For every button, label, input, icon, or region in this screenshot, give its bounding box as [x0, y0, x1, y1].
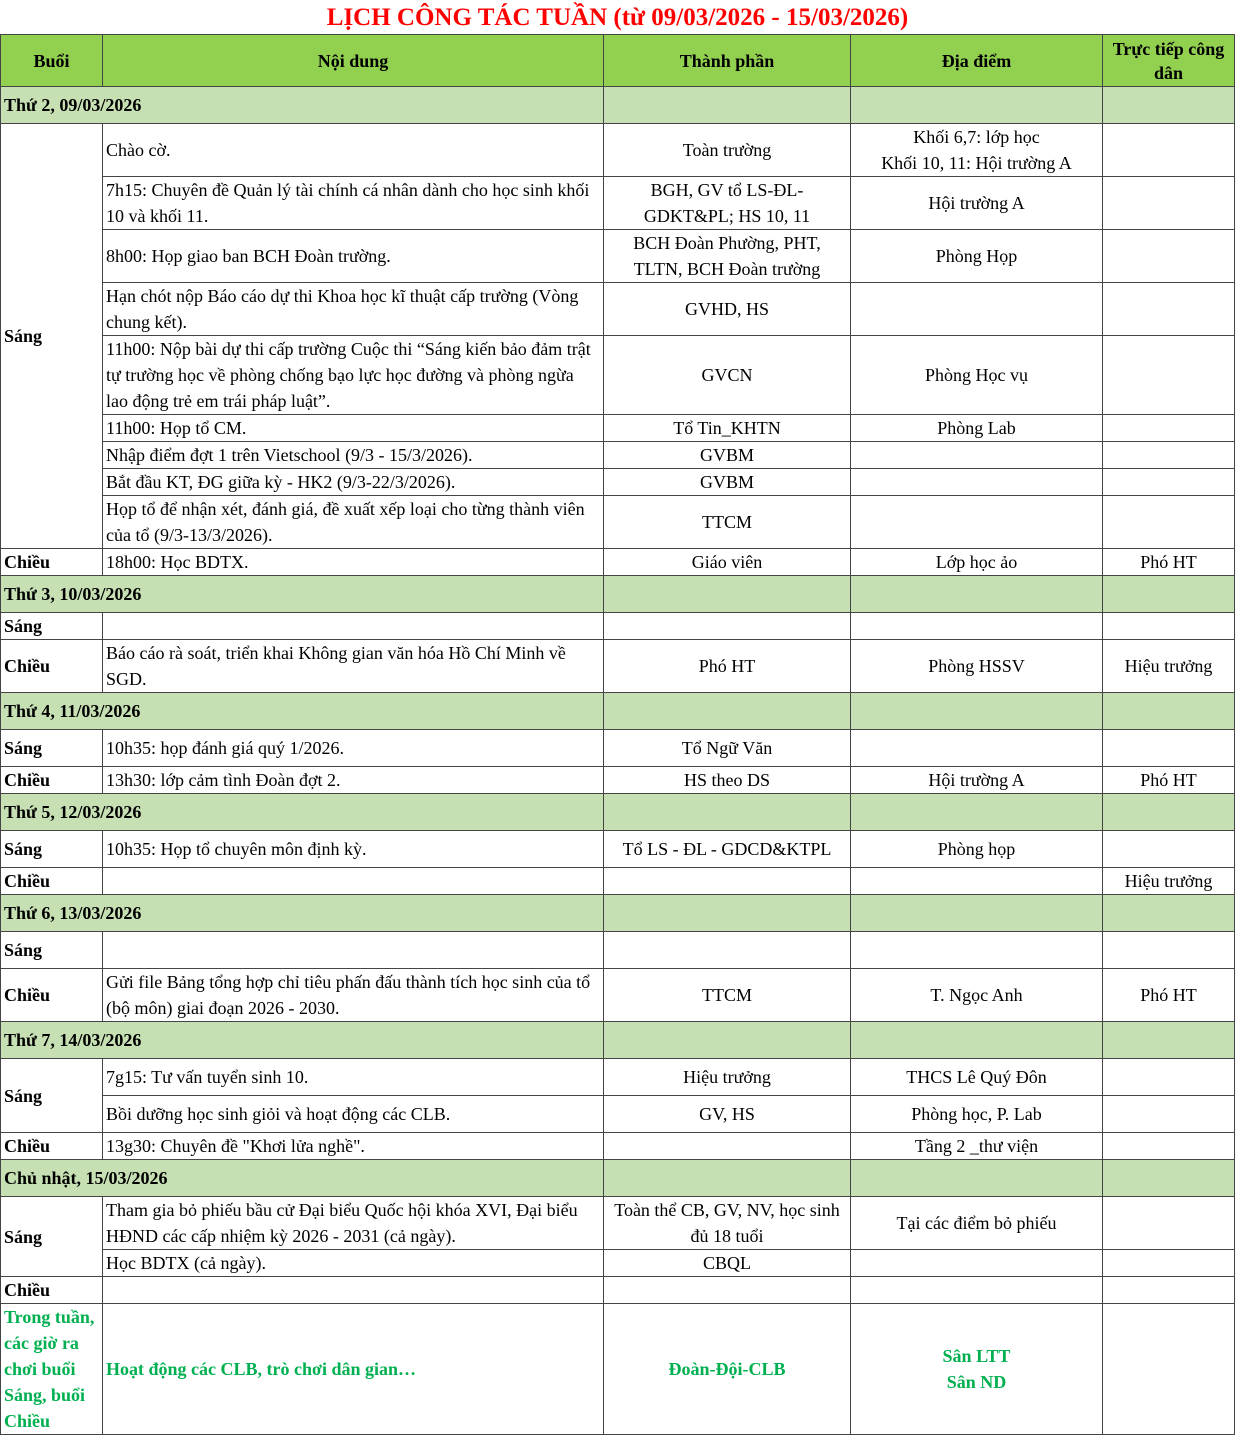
schedule-table	[0, 34, 1235, 1435]
table-row	[1, 1197, 1235, 1250]
footer-row	[1, 1304, 1235, 1435]
location-cell	[851, 124, 1103, 177]
members-cell: TTCM	[604, 496, 851, 549]
session-cell: Sáng	[1, 831, 103, 868]
table-row	[1, 549, 1235, 576]
table-row	[1, 640, 1235, 693]
content-cell: 8h00: Họp giao ban BCH Đoàn trường.	[103, 230, 604, 283]
content-cell: Tham gia bỏ phiếu bầu cử Đại biểu Quốc hội khóa XVI, Đại biểu HĐND các cấp nhiệm kỳ 2026 - 2031 (cả ngày).	[103, 1197, 604, 1250]
day-label: Thứ 6, 13/03/2026	[1, 895, 604, 932]
citizen-cell	[1103, 469, 1235, 496]
citizen-cell: Phó HT	[1103, 969, 1235, 1022]
location-cell: Phòng Lab	[851, 415, 1103, 442]
header-content: Nội dung	[103, 35, 604, 87]
location-cell: Hội trường A	[851, 767, 1103, 794]
citizen-cell	[1103, 230, 1235, 283]
day-empty-cell	[851, 576, 1103, 613]
day-empty-cell	[851, 895, 1103, 932]
citizen-cell	[1103, 442, 1235, 469]
table-row	[1, 932, 1235, 969]
location-cell	[851, 469, 1103, 496]
citizen-cell	[1103, 124, 1235, 177]
location-cell-line-2: Khối 10, 11: Hội trường A	[881, 153, 1072, 173]
content-cell: Nhập điểm đợt 1 trên Vietschool (9/3 - 15/3/2026).	[103, 442, 604, 469]
day-empty-cell	[851, 1160, 1103, 1197]
day-label: Thứ 7, 14/03/2026	[1, 1022, 604, 1059]
location-cell-line-1: Khối 6,7: lớp học	[913, 127, 1040, 147]
citizen-cell	[1103, 1133, 1235, 1160]
day-empty-cell	[851, 87, 1103, 124]
members-cell: Tổ LS - ĐL - GDCD&KTPL	[604, 831, 851, 868]
location-cell: Phòng HSSV	[851, 640, 1103, 693]
content-cell: 10h35: họp đánh giá quý 1/2026.	[103, 730, 604, 767]
members-cell: Tổ Ngữ Văn	[604, 730, 851, 767]
content-cell	[103, 868, 604, 895]
day-empty-cell	[1103, 576, 1235, 613]
session-cell: Sáng	[1, 932, 103, 969]
session-cell: Chiều	[1, 868, 103, 895]
citizen-cell	[1103, 496, 1235, 549]
citizen-cell: Phó HT	[1103, 767, 1235, 794]
day-empty-cell	[851, 1022, 1103, 1059]
session-cell: Sáng	[1, 1197, 103, 1277]
location-cell: T. Ngọc Anh	[851, 969, 1103, 1022]
members-cell: TTCM	[604, 969, 851, 1022]
citizen-cell	[1103, 1096, 1235, 1133]
members-cell: HS theo DS	[604, 767, 851, 794]
schedule-body	[1, 87, 1235, 1304]
table-row	[1, 230, 1235, 283]
members-cell: Hiệu trưởng	[604, 1059, 851, 1096]
location-cell: Tầng 2 _thư viện	[851, 1133, 1103, 1160]
citizen-cell	[1103, 730, 1235, 767]
members-cell: BGH, GV tổ LS-ĐL-GDKT&PL; HS 10, 11	[604, 177, 851, 230]
content-cell: 11h00: Nộp bài dự thi cấp trường Cuộc thi “Sáng kiến bảo đảm trật tự trường học về phòng chống bạo lực học đường và phòng ngừa lao động trẻ em trái pháp luật”.	[103, 336, 604, 415]
day-row	[1, 693, 1235, 730]
citizen-cell	[1103, 613, 1235, 640]
citizen-cell	[1103, 1197, 1235, 1250]
content-cell: Hạn chót nộp Báo cáo dự thi Khoa học kĩ thuật cấp trường (Vòng chung kết).	[103, 283, 604, 336]
day-empty-cell	[604, 87, 851, 124]
table-row	[1, 730, 1235, 767]
table-row	[1, 124, 1235, 177]
members-cell: Phó HT	[604, 640, 851, 693]
content-cell: 7g15: Tư vấn tuyển sinh 10.	[103, 1059, 604, 1096]
members-cell: BCH Đoàn Phường, PHT, TLTN, BCH Đoàn trường	[604, 230, 851, 283]
table-row	[1, 613, 1235, 640]
location-cell	[851, 730, 1103, 767]
day-empty-cell	[604, 794, 851, 831]
header-citizen: Trực tiếp công dân	[1103, 35, 1235, 87]
content-cell: 7h15: Chuyên đề Quản lý tài chính cá nhân dành cho học sinh khối 10 và khối 11.	[103, 177, 604, 230]
day-empty-cell	[604, 693, 851, 730]
day-label: Thứ 5, 12/03/2026	[1, 794, 604, 831]
session-cell: Chiều	[1, 1277, 103, 1304]
content-cell: 10h35: Họp tổ chuyên môn định kỳ.	[103, 831, 604, 868]
header-location: Địa điểm	[851, 35, 1103, 87]
table-row	[1, 1277, 1235, 1304]
location-cell	[851, 1277, 1103, 1304]
session-cell: Sáng	[1, 124, 103, 549]
table-row	[1, 969, 1235, 1022]
citizen-cell	[1103, 831, 1235, 868]
table-row	[1, 496, 1235, 549]
day-row	[1, 1160, 1235, 1197]
members-cell	[604, 1133, 851, 1160]
header-members: Thành phần	[604, 35, 851, 87]
members-cell: GV, HS	[604, 1096, 851, 1133]
session-cell: Chiều	[1, 969, 103, 1022]
footer-location-line-2: Sân ND	[946, 1372, 1007, 1392]
location-cell	[851, 613, 1103, 640]
content-cell: 13h30: lớp cảm tình Đoàn đợt 2.	[103, 767, 604, 794]
citizen-cell	[1103, 932, 1235, 969]
day-label: Chủ nhật, 15/03/2026	[1, 1160, 604, 1197]
citizen-cell: Hiệu trưởng	[1103, 868, 1235, 895]
location-cell	[851, 932, 1103, 969]
table-row	[1, 1059, 1235, 1096]
session-cell: Chiều	[1, 640, 103, 693]
table-row	[1, 283, 1235, 336]
location-cell	[851, 868, 1103, 895]
location-cell: Phòng học, P. Lab	[851, 1096, 1103, 1133]
session-cell: Sáng	[1, 730, 103, 767]
day-label: Thứ 4, 11/03/2026	[1, 693, 604, 730]
table-row	[1, 469, 1235, 496]
day-empty-cell	[1103, 794, 1235, 831]
content-cell: Bồi dưỡng học sinh giỏi và hoạt động các CLB.	[103, 1096, 604, 1133]
footer-session: Trong tuần, các giờ ra chơi buổi Sáng, buổi Chiều	[1, 1304, 103, 1435]
members-cell	[604, 613, 851, 640]
content-cell: Bắt đầu KT, ĐG giữa kỳ - HK2 (9/3-22/3/2026).	[103, 469, 604, 496]
day-empty-cell	[604, 576, 851, 613]
citizen-cell: Hiệu trưởng	[1103, 640, 1235, 693]
table-row	[1, 415, 1235, 442]
members-cell: Toàn trường	[604, 124, 851, 177]
table-row	[1, 336, 1235, 415]
location-cell	[851, 442, 1103, 469]
citizen-cell	[1103, 1277, 1235, 1304]
day-empty-cell	[604, 1022, 851, 1059]
members-cell: Toàn thể CB, GV, NV, học sinh đủ 18 tuổi	[604, 1197, 851, 1250]
page-title: LỊCH CÔNG TÁC TUẦN (từ 09/03/2026 - 15/03/2026)	[326, 4, 909, 31]
day-row	[1, 794, 1235, 831]
content-cell: 18h00: Học BDTX.	[103, 549, 604, 576]
members-cell: Tổ Tin_KHTN	[604, 415, 851, 442]
session-cell: Chiều	[1, 1133, 103, 1160]
location-cell: Lớp học ảo	[851, 549, 1103, 576]
table-row	[1, 767, 1235, 794]
day-empty-cell	[1103, 1022, 1235, 1059]
members-cell	[604, 932, 851, 969]
location-cell: THCS Lê Quý Đôn	[851, 1059, 1103, 1096]
day-empty-cell	[1103, 693, 1235, 730]
day-row	[1, 1022, 1235, 1059]
members-cell: Giáo viên	[604, 549, 851, 576]
content-cell: Chào cờ.	[103, 124, 604, 177]
day-empty-cell	[604, 895, 851, 932]
session-cell: Chiều	[1, 767, 103, 794]
footer-content: Hoạt động các CLB, trò chơi dân gian…	[103, 1304, 604, 1435]
location-cell	[851, 496, 1103, 549]
session-cell: Chiều	[1, 549, 103, 576]
citizen-cell	[1103, 1059, 1235, 1096]
members-cell: GVBM	[604, 469, 851, 496]
footer-location	[851, 1304, 1103, 1435]
day-label: Thứ 3, 10/03/2026	[1, 576, 604, 613]
footer-location-line-1: Sân LTT	[942, 1346, 1011, 1366]
location-cell: Phòng Họp	[851, 230, 1103, 283]
day-empty-cell	[851, 794, 1103, 831]
members-cell	[604, 868, 851, 895]
day-label: Thứ 2, 09/03/2026	[1, 87, 604, 124]
day-row	[1, 576, 1235, 613]
citizen-cell	[1103, 1250, 1235, 1277]
day-empty-cell	[604, 1160, 851, 1197]
citizen-cell	[1103, 415, 1235, 442]
day-row	[1, 895, 1235, 932]
session-cell: Sáng	[1, 613, 103, 640]
content-cell: Gửi file Bảng tổng hợp chỉ tiêu phấn đấu thành tích học sinh của tổ (bộ môn) giai đoạn 2026 - 2030.	[103, 969, 604, 1022]
members-cell: CBQL	[604, 1250, 851, 1277]
table-row	[1, 868, 1235, 895]
location-cell: Phòng Học vụ	[851, 336, 1103, 415]
content-cell	[103, 1277, 604, 1304]
members-cell: GVCN	[604, 336, 851, 415]
day-row	[1, 87, 1235, 124]
location-cell: Phòng họp	[851, 831, 1103, 868]
citizen-cell	[1103, 177, 1235, 230]
content-cell: 13g30: Chuyên đề "Khơi lửa nghề".	[103, 1133, 604, 1160]
table-row	[1, 177, 1235, 230]
content-cell: Báo cáo rà soát, triển khai Không gian văn hóa Hồ Chí Minh về SGD.	[103, 640, 604, 693]
content-cell: 11h00: Họp tổ CM.	[103, 415, 604, 442]
session-cell: Sáng	[1, 1059, 103, 1133]
table-row	[1, 1096, 1235, 1133]
table-row	[1, 1133, 1235, 1160]
day-empty-cell	[1103, 1160, 1235, 1197]
location-cell	[851, 1250, 1103, 1277]
location-cell	[851, 283, 1103, 336]
content-cell: Học BDTX (cả ngày).	[103, 1250, 604, 1277]
table-row	[1, 1250, 1235, 1277]
footer-members: Đoàn-Đội-CLB	[604, 1304, 851, 1435]
day-empty-cell	[851, 693, 1103, 730]
content-cell	[103, 932, 604, 969]
content-cell: Họp tổ để nhận xét, đánh giá, đề xuất xếp loại cho từng thành viên của tổ (9/3-13/3/2026).	[103, 496, 604, 549]
citizen-cell	[1103, 336, 1235, 415]
citizen-cell	[1103, 283, 1235, 336]
location-cell: Tại các điểm bỏ phiếu	[851, 1197, 1103, 1250]
header-session: Buổi	[1, 35, 103, 87]
day-empty-cell	[1103, 895, 1235, 932]
members-cell: GVHD, HS	[604, 283, 851, 336]
header-row	[1, 35, 1235, 87]
members-cell	[604, 1277, 851, 1304]
footer-citizen	[1103, 1304, 1235, 1435]
citizen-cell: Phó HT	[1103, 549, 1235, 576]
members-cell: GVBM	[604, 442, 851, 469]
day-empty-cell	[1103, 87, 1235, 124]
location-cell: Hội trường A	[851, 177, 1103, 230]
table-row	[1, 831, 1235, 868]
content-cell	[103, 613, 604, 640]
table-row	[1, 442, 1235, 469]
